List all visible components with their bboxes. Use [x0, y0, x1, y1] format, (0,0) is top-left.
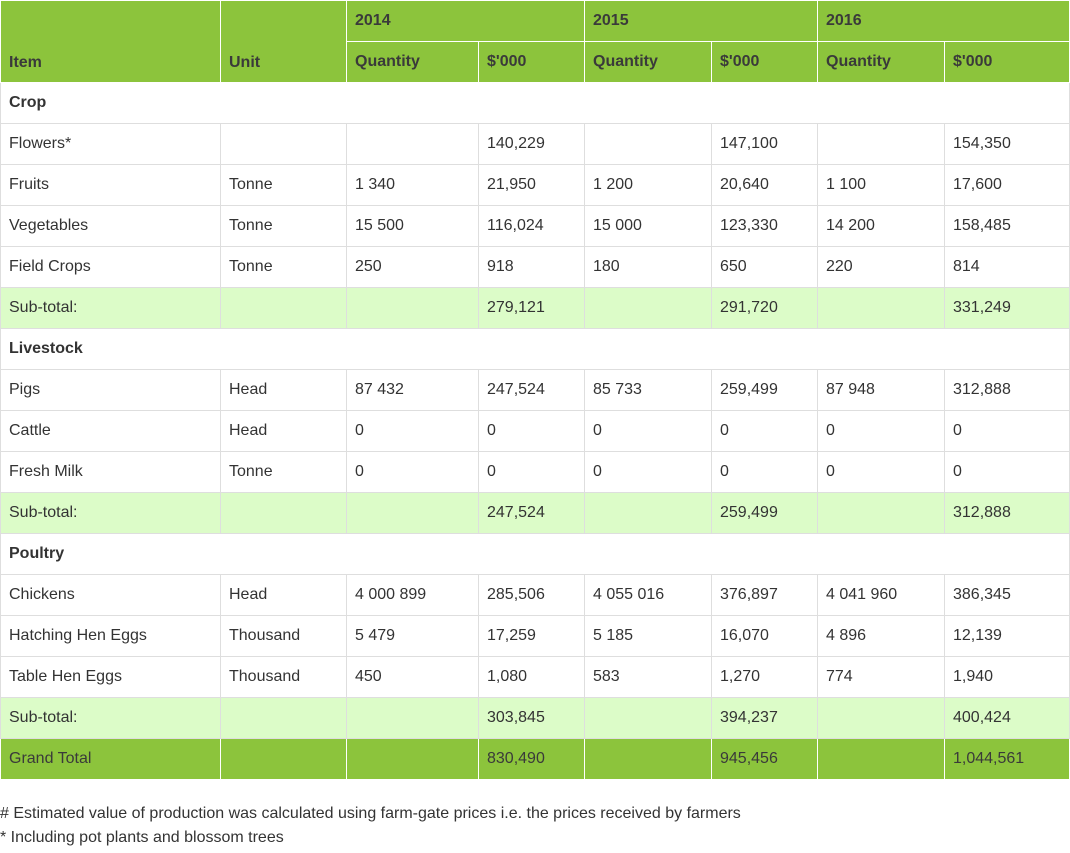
- unit-cell: [221, 288, 347, 329]
- value-cell: 17,259: [479, 616, 585, 657]
- subtotal-label: Sub-total:: [1, 698, 221, 739]
- grand-total-row: [1, 739, 1070, 780]
- quantity-cell: 5 185: [585, 616, 712, 657]
- quantity-cell: 220: [818, 247, 945, 288]
- item-cell: Pigs: [1, 370, 221, 411]
- quantity-cell: 87 432: [347, 370, 479, 411]
- item-cell: Cattle: [1, 411, 221, 452]
- header-row-years: [1, 1, 1070, 42]
- value-cell: 312,888: [945, 493, 1070, 534]
- value-cell: 291,720: [712, 288, 818, 329]
- footnote-flowers: * Including pot plants and blossom trees: [0, 829, 284, 846]
- header-year-2014: 2014: [347, 1, 585, 42]
- value-cell: 17,600: [945, 165, 1070, 206]
- table-row: [1, 411, 1070, 452]
- grand-total-label: Grand Total: [1, 739, 221, 780]
- quantity-cell: 0: [818, 411, 945, 452]
- quantity-cell: 0: [347, 411, 479, 452]
- quantity-cell: 14 200: [818, 206, 945, 247]
- value-cell: 830,490: [479, 739, 585, 780]
- quantity-cell: 250: [347, 247, 479, 288]
- quantity-cell: [818, 288, 945, 329]
- quantity-cell: 4 000 899: [347, 575, 479, 616]
- section-title: Crop: [1, 83, 1070, 124]
- value-cell: 0: [479, 452, 585, 493]
- item-cell: Table Hen Eggs: [1, 657, 221, 698]
- quantity-cell: 450: [347, 657, 479, 698]
- unit-cell: Head: [221, 411, 347, 452]
- quantity-cell: [818, 493, 945, 534]
- value-cell: 312,888: [945, 370, 1070, 411]
- header-year-2015: 2015: [585, 1, 818, 42]
- value-cell: 376,897: [712, 575, 818, 616]
- quantity-cell: 5 479: [347, 616, 479, 657]
- quantity-cell: 180: [585, 247, 712, 288]
- quantity-cell: 85 733: [585, 370, 712, 411]
- unit-cell: Tonne: [221, 452, 347, 493]
- table-body: [1, 83, 1070, 780]
- quantity-cell: 4 041 960: [818, 575, 945, 616]
- unit-cell: Head: [221, 575, 347, 616]
- value-cell: 154,350: [945, 124, 1070, 165]
- item-cell: Field Crops: [1, 247, 221, 288]
- quantity-cell: [585, 493, 712, 534]
- quantity-cell: [585, 739, 712, 780]
- value-cell: 147,100: [712, 124, 818, 165]
- value-cell: 247,524: [479, 370, 585, 411]
- header-quantity-2016: Quantity: [818, 42, 945, 83]
- quantity-cell: [818, 698, 945, 739]
- footnote-estimate: # Estimated value of production was calculated using farm-gate prices i.e. the prices received by farmers: [0, 805, 741, 822]
- quantity-cell: 0: [818, 452, 945, 493]
- subtotal-label: Sub-total:: [1, 493, 221, 534]
- value-cell: 386,345: [945, 575, 1070, 616]
- value-cell: 814: [945, 247, 1070, 288]
- quantity-cell: 87 948: [818, 370, 945, 411]
- value-cell: 0: [945, 411, 1070, 452]
- item-cell: Fresh Milk: [1, 452, 221, 493]
- table-header: [1, 1, 1070, 83]
- subtotal-row: [1, 493, 1070, 534]
- section-title: Livestock: [1, 329, 1070, 370]
- value-cell: 140,229: [479, 124, 585, 165]
- header-value-2016: $'000: [945, 42, 1070, 83]
- table-row: [1, 124, 1070, 165]
- quantity-cell: [585, 124, 712, 165]
- value-cell: 123,330: [712, 206, 818, 247]
- unit-cell: [221, 698, 347, 739]
- value-cell: 0: [479, 411, 585, 452]
- item-cell: Flowers*: [1, 124, 221, 165]
- table-row: [1, 575, 1070, 616]
- table-row: [1, 616, 1070, 657]
- quantity-cell: 0: [347, 452, 479, 493]
- unit-cell: Tonne: [221, 165, 347, 206]
- item-cell: Vegetables: [1, 206, 221, 247]
- section-row: [1, 329, 1070, 370]
- value-cell: 279,121: [479, 288, 585, 329]
- value-cell: 1,940: [945, 657, 1070, 698]
- value-cell: 331,249: [945, 288, 1070, 329]
- quantity-cell: [347, 698, 479, 739]
- quantity-cell: 15 500: [347, 206, 479, 247]
- table-row: [1, 165, 1070, 206]
- value-cell: 303,845: [479, 698, 585, 739]
- value-cell: 247,524: [479, 493, 585, 534]
- table-row: [1, 247, 1070, 288]
- value-cell: 400,424: [945, 698, 1070, 739]
- quantity-cell: 583: [585, 657, 712, 698]
- item-cell: Chickens: [1, 575, 221, 616]
- header-unit: Unit: [221, 1, 347, 83]
- value-cell: 0: [712, 411, 818, 452]
- header-item: Item: [1, 1, 221, 83]
- value-cell: 259,499: [712, 493, 818, 534]
- unit-cell: Tonne: [221, 206, 347, 247]
- value-cell: 650: [712, 247, 818, 288]
- quantity-cell: 4 896: [818, 616, 945, 657]
- table-row: [1, 206, 1070, 247]
- value-cell: 918: [479, 247, 585, 288]
- value-cell: 158,485: [945, 206, 1070, 247]
- value-cell: 21,950: [479, 165, 585, 206]
- value-cell: 20,640: [712, 165, 818, 206]
- value-cell: 1,080: [479, 657, 585, 698]
- item-cell: Hatching Hen Eggs: [1, 616, 221, 657]
- header-quantity-2015: Quantity: [585, 42, 712, 83]
- value-cell: 1,270: [712, 657, 818, 698]
- footnotes: [0, 802, 1070, 850]
- table-row: [1, 452, 1070, 493]
- unit-cell: Thousand: [221, 616, 347, 657]
- unit-cell: Thousand: [221, 657, 347, 698]
- quantity-cell: 1 100: [818, 165, 945, 206]
- section-row: [1, 534, 1070, 575]
- item-cell: Fruits: [1, 165, 221, 206]
- unit-cell: [221, 739, 347, 780]
- quantity-cell: [347, 739, 479, 780]
- table-row: [1, 370, 1070, 411]
- value-cell: 259,499: [712, 370, 818, 411]
- value-cell: 0: [945, 452, 1070, 493]
- subtotal-label: Sub-total:: [1, 288, 221, 329]
- quantity-cell: 774: [818, 657, 945, 698]
- header-value-2014: $'000: [479, 42, 585, 83]
- quantity-cell: [585, 698, 712, 739]
- value-cell: 1,044,561: [945, 739, 1070, 780]
- quantity-cell: [818, 739, 945, 780]
- quantity-cell: 4 055 016: [585, 575, 712, 616]
- value-cell: 12,139: [945, 616, 1070, 657]
- quantity-cell: [347, 124, 479, 165]
- unit-cell: Tonne: [221, 247, 347, 288]
- unit-cell: [221, 124, 347, 165]
- unit-cell: Head: [221, 370, 347, 411]
- value-cell: 394,237: [712, 698, 818, 739]
- quantity-cell: [347, 493, 479, 534]
- section-title: Poultry: [1, 534, 1070, 575]
- quantity-cell: 15 000: [585, 206, 712, 247]
- quantity-cell: [585, 288, 712, 329]
- subtotal-row: [1, 288, 1070, 329]
- quantity-cell: 0: [585, 411, 712, 452]
- quantity-cell: 1 340: [347, 165, 479, 206]
- quantity-cell: [347, 288, 479, 329]
- value-cell: 116,024: [479, 206, 585, 247]
- quantity-cell: 0: [585, 452, 712, 493]
- quantity-cell: [818, 124, 945, 165]
- value-cell: 285,506: [479, 575, 585, 616]
- value-cell: 945,456: [712, 739, 818, 780]
- subtotal-row: [1, 698, 1070, 739]
- table-row: [1, 657, 1070, 698]
- quantity-cell: 1 200: [585, 165, 712, 206]
- header-quantity-2014: Quantity: [347, 42, 479, 83]
- value-cell: 0: [712, 452, 818, 493]
- section-row: [1, 83, 1070, 124]
- unit-cell: [221, 493, 347, 534]
- value-cell: 16,070: [712, 616, 818, 657]
- header-year-2016: 2016: [818, 1, 1070, 42]
- header-value-2015: $'000: [712, 42, 818, 83]
